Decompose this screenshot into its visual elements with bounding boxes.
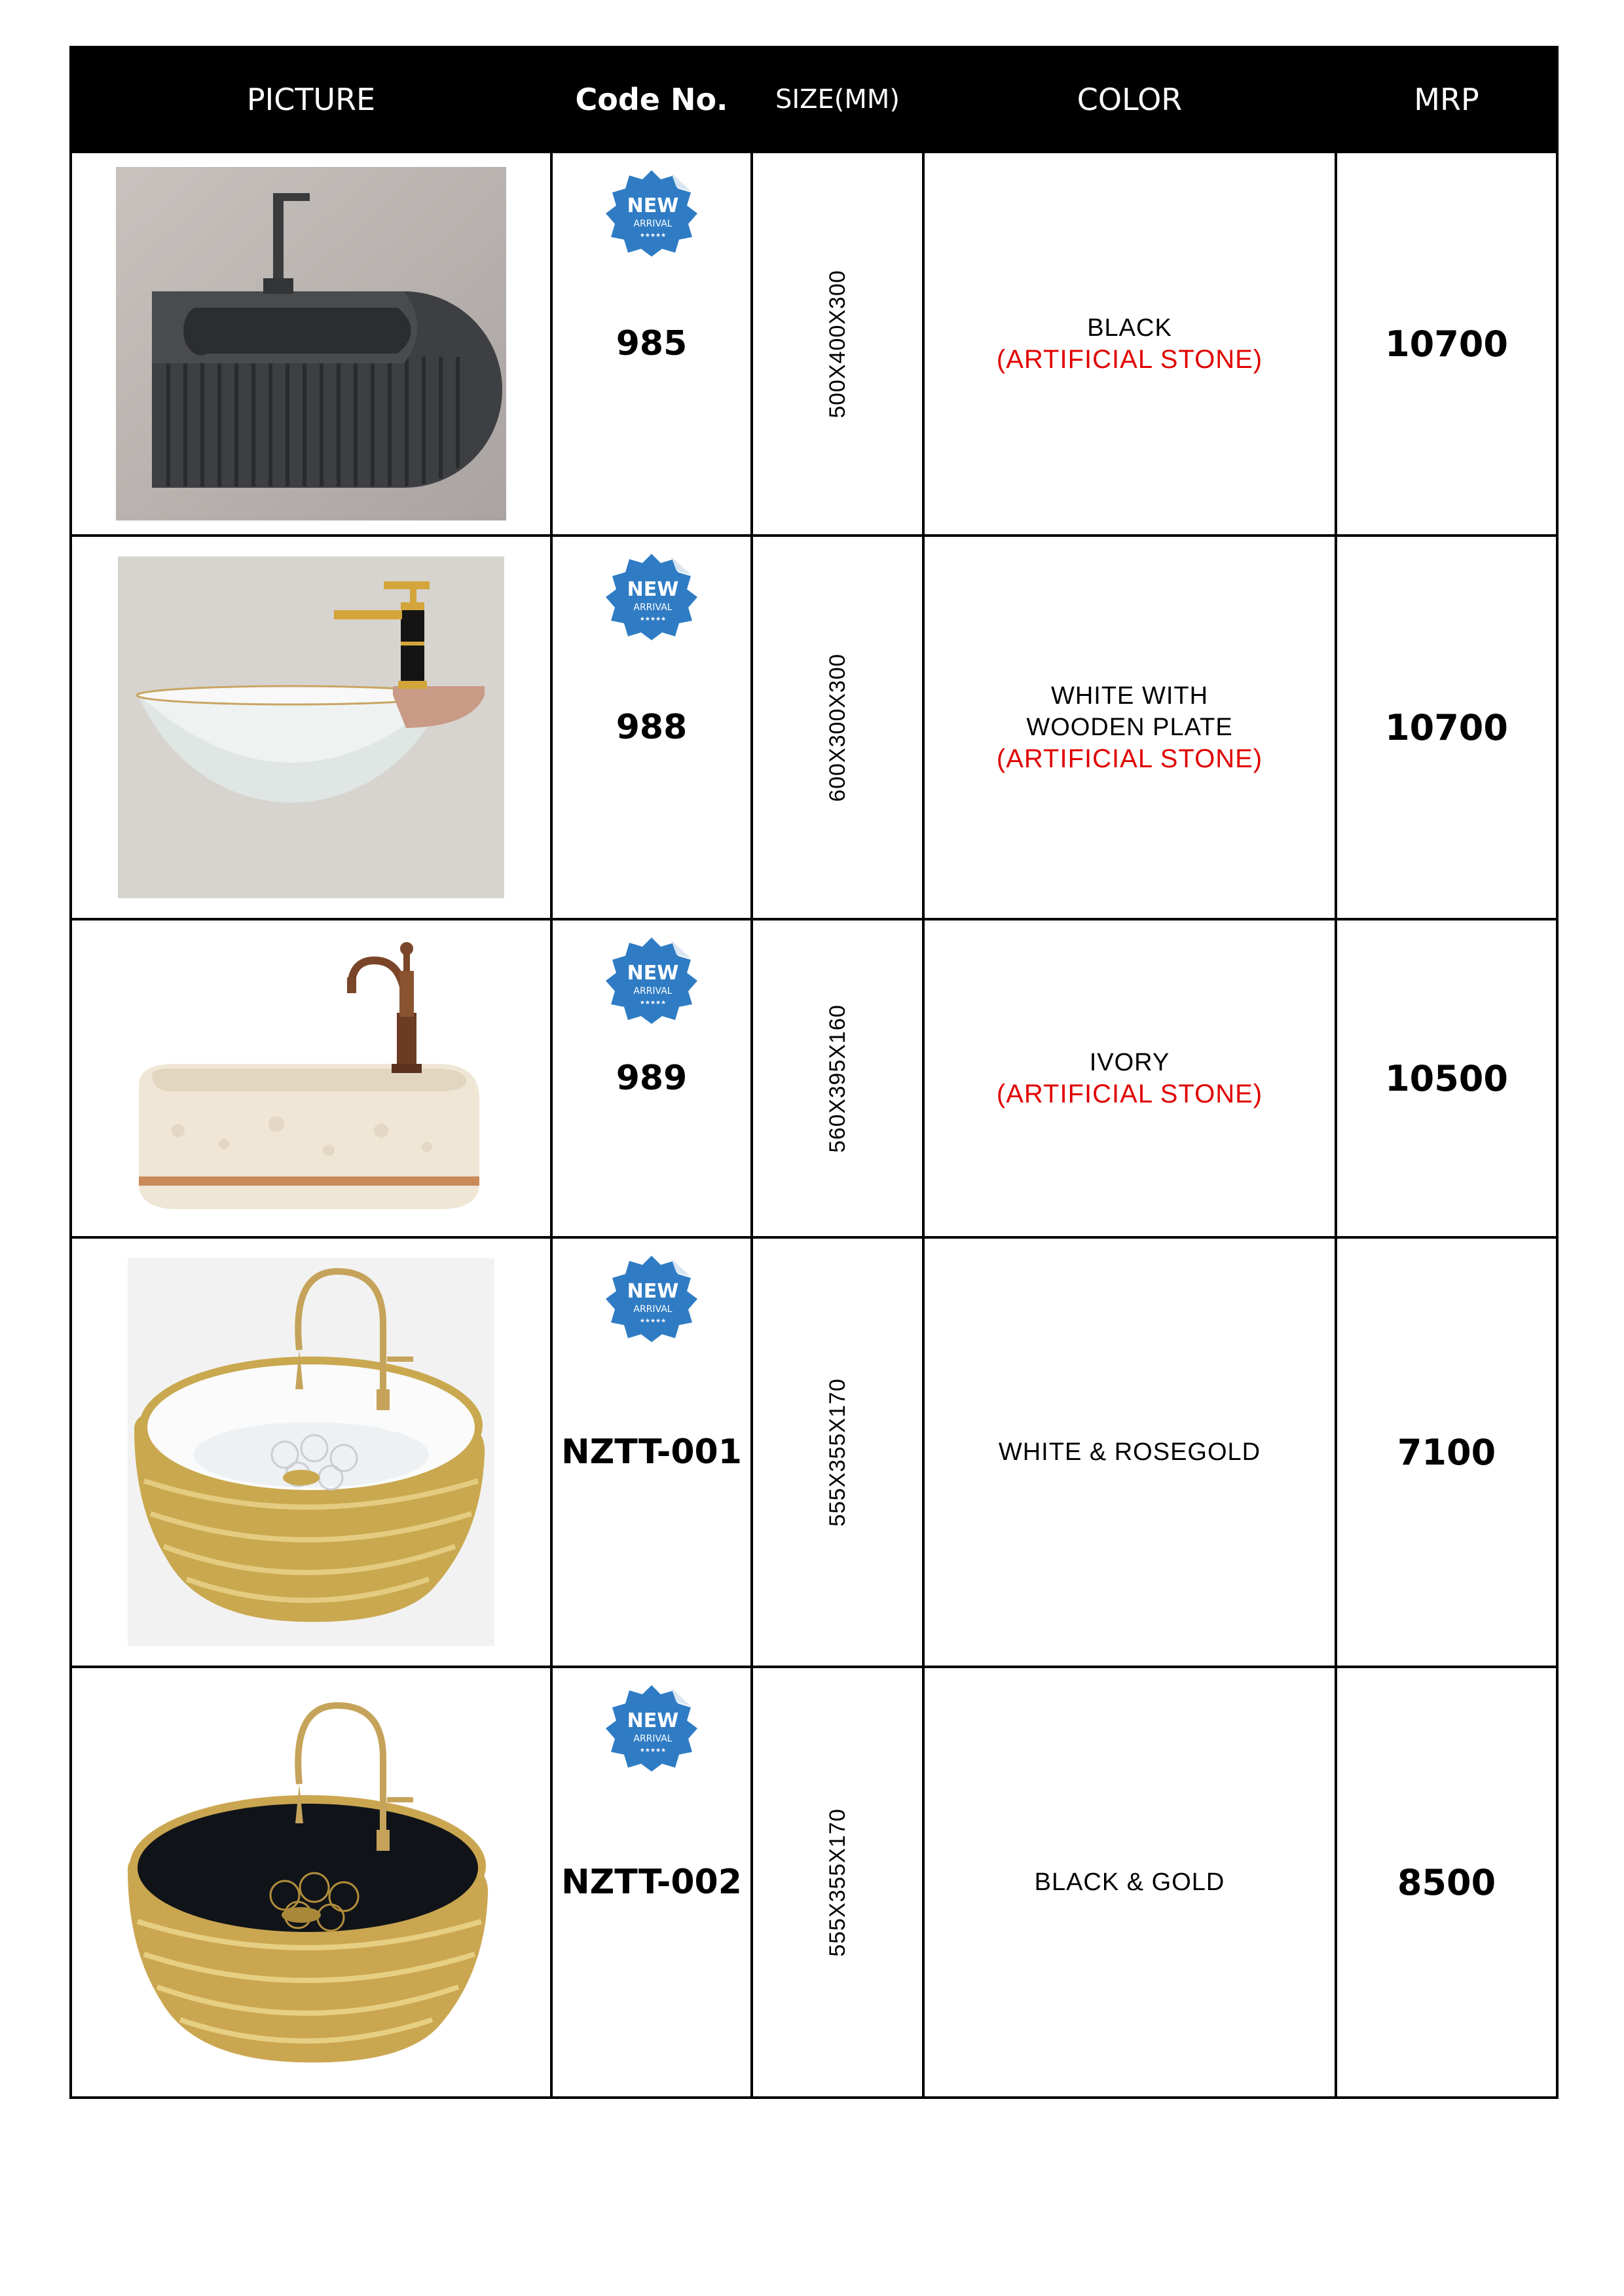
table-row (71, 536, 1557, 919)
mrp-cell (1336, 1667, 1557, 2098)
color-line: WHITE WITH (1050, 682, 1209, 710)
badge-stars-text: ★★★★★ (639, 616, 667, 623)
code-cell (551, 919, 752, 1237)
product-picture-cell (71, 152, 551, 536)
color-cell (923, 152, 1336, 536)
badge-stars-text: ★★★★★ (639, 1747, 667, 1754)
product-size: 555X355X170 (824, 1808, 850, 1957)
color-cell (923, 536, 1336, 919)
product-code: 989 (616, 1059, 688, 1098)
black-gold-vessel-basin-image (121, 1686, 501, 2079)
header-size: SIZE(MM) (752, 47, 923, 152)
product-code: NZTT-002 (561, 1863, 742, 1902)
product-code: NZTT-001 (561, 1432, 742, 1472)
product-mrp: 8500 (1397, 1861, 1496, 1903)
code-cell (551, 536, 752, 919)
header-code: Code No. (551, 47, 752, 152)
product-mrp: 7100 (1397, 1431, 1496, 1473)
color-line: BLACK (1087, 314, 1172, 342)
size-cell (752, 152, 923, 536)
size-cell (752, 919, 923, 1237)
mrp-cell (1336, 152, 1557, 536)
badge-arrival-text: ARRIVAL (633, 986, 673, 996)
product-code: 988 (616, 708, 688, 747)
badge-new-text: NEW (627, 1709, 679, 1732)
size-cell (752, 536, 923, 919)
product-size: 560X395X160 (824, 1004, 850, 1153)
table-row (71, 1667, 1557, 2098)
badge-new-text: NEW (627, 1280, 679, 1303)
header-color: COLOR (923, 47, 1336, 152)
material-note: (ARTIFICIAL STONE) (996, 1080, 1263, 1108)
badge-stars-text: ★★★★★ (639, 1318, 667, 1324)
product-picture-cell (71, 536, 551, 919)
badge-stars-text: ★★★★★ (639, 232, 667, 239)
product-size: 500X400X300 (824, 269, 850, 418)
badge-arrival-text: ARRIVAL (633, 602, 673, 613)
mrp-cell (1336, 536, 1557, 919)
badge-new-text: NEW (627, 962, 679, 985)
mrp-cell (1336, 1237, 1557, 1667)
color-cell (923, 1237, 1336, 1667)
badge-arrival-text: ARRIVAL (633, 1734, 673, 1744)
new-arrival-badge (593, 1680, 710, 1779)
header-mrp: MRP (1336, 47, 1557, 152)
color-cell (923, 919, 1336, 1237)
mrp-cell (1336, 919, 1557, 1237)
white-half-round-wall-basin-image (118, 556, 504, 898)
product-mrp: 10500 (1385, 1057, 1508, 1099)
product-picture-cell (71, 1667, 551, 2098)
table-row (71, 1237, 1557, 1667)
color-line: WHITE & ROSEGOLD (998, 1438, 1261, 1466)
ivory-oval-stone-basin-image (126, 934, 496, 1222)
new-arrival-badge (593, 165, 710, 264)
product-code: 985 (616, 324, 688, 363)
price-list-sheet (69, 46, 1556, 2099)
color-line: WOODEN PLATE (1026, 714, 1233, 741)
size-cell (752, 1237, 923, 1667)
product-size: 600X300X300 (824, 653, 850, 802)
badge-new-text: NEW (627, 194, 679, 217)
black-fluted-wall-basin-image (116, 167, 506, 520)
header-row (71, 47, 1557, 152)
table-row (71, 152, 1557, 536)
badge-arrival-text: ARRIVAL (633, 1304, 673, 1315)
material-note: (ARTIFICIAL STONE) (996, 345, 1263, 374)
code-cell (551, 1667, 752, 2098)
size-cell (752, 1667, 923, 2098)
color-cell (923, 1667, 1336, 2098)
color-line: IVORY (1089, 1049, 1170, 1076)
product-table (69, 46, 1559, 2099)
material-note: (ARTIFICIAL STONE) (996, 744, 1263, 773)
new-arrival-badge (593, 932, 710, 1031)
product-picture-cell (71, 919, 551, 1237)
product-picture-cell (71, 1237, 551, 1667)
product-mrp: 10700 (1385, 323, 1508, 365)
new-arrival-badge (593, 549, 710, 647)
badge-new-text: NEW (627, 578, 679, 601)
code-cell (551, 1237, 752, 1667)
badge-stars-text: ★★★★★ (639, 1000, 667, 1006)
table-row (71, 919, 1557, 1237)
new-arrival-badge (593, 1250, 710, 1349)
color-line: BLACK & GOLD (1034, 1868, 1225, 1896)
code-cell (551, 152, 752, 536)
white-gold-vessel-basin-image (128, 1258, 494, 1646)
badge-arrival-text: ARRIVAL (633, 219, 673, 229)
product-size: 555X355X170 (824, 1377, 850, 1527)
product-mrp: 10700 (1385, 706, 1508, 748)
header-picture: PICTURE (71, 47, 551, 152)
